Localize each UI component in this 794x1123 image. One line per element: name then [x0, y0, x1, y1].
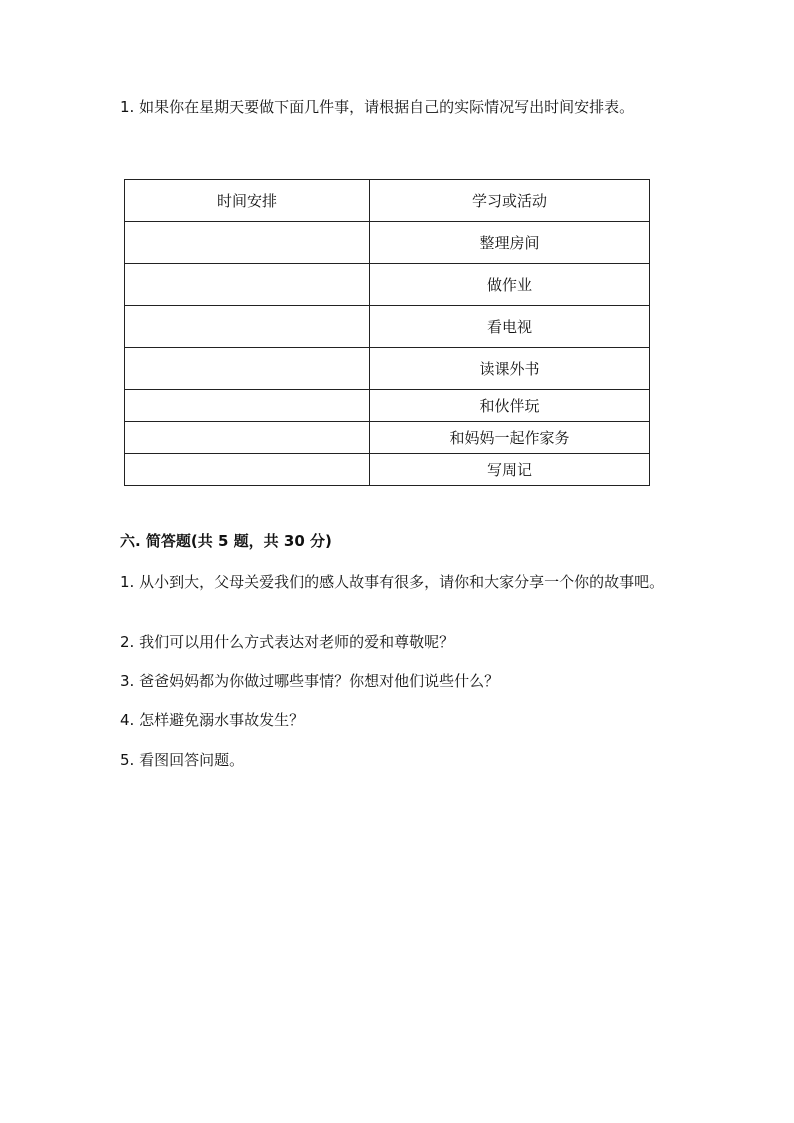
table-row: [125, 222, 650, 264]
table-header-activity: 学习或活动: [370, 180, 650, 222]
schedule-table: [124, 179, 650, 486]
activity-cell: 和伙伴玩: [370, 390, 650, 422]
short-answer-question-3: 3. 爸爸妈妈都为你做过哪些事情？你想对他们说些什么？: [120, 672, 500, 690]
short-answer-question-2: 2. 我们可以用什么方式表达对老师的爱和尊敬呢？: [120, 633, 455, 651]
time-cell[interactable]: [125, 454, 370, 486]
short-answer-question-5: 5. 看图回答问题。: [120, 751, 245, 769]
activity-cell: 写周记: [370, 454, 650, 486]
table-row: [125, 390, 650, 422]
time-cell[interactable]: [125, 264, 370, 306]
activity-cell: 读课外书: [370, 348, 650, 390]
section-title: 六. 简答题(共 5 题，共 30 分): [120, 532, 332, 550]
table-row: [125, 348, 650, 390]
short-answer-question-4: 4. 怎样避免溺水事故发生？: [120, 711, 305, 729]
short-answer-question-1: 1. 从小到大，父母关爱我们的感人故事有很多，请你和大家分享一个你的故事吧。: [120, 573, 665, 591]
table-row: [125, 422, 650, 454]
table-row: [125, 306, 650, 348]
activity-cell: 做作业: [370, 264, 650, 306]
table-row: [125, 264, 650, 306]
activity-cell: 整理房间: [370, 222, 650, 264]
time-cell[interactable]: [125, 422, 370, 454]
time-cell[interactable]: [125, 348, 370, 390]
activity-cell: 看电视: [370, 306, 650, 348]
activity-cell: 和妈妈一起作家务: [370, 422, 650, 454]
table-row: [125, 454, 650, 486]
time-cell[interactable]: [125, 390, 370, 422]
schedule-question: 1. 如果你在星期天要做下面几件事，请根据自己的实际情况写出时间安排表。: [120, 98, 635, 116]
time-cell[interactable]: [125, 306, 370, 348]
time-cell[interactable]: [125, 222, 370, 264]
table-header-time: 时间安排: [125, 180, 370, 222]
table-header-row: [125, 180, 650, 222]
